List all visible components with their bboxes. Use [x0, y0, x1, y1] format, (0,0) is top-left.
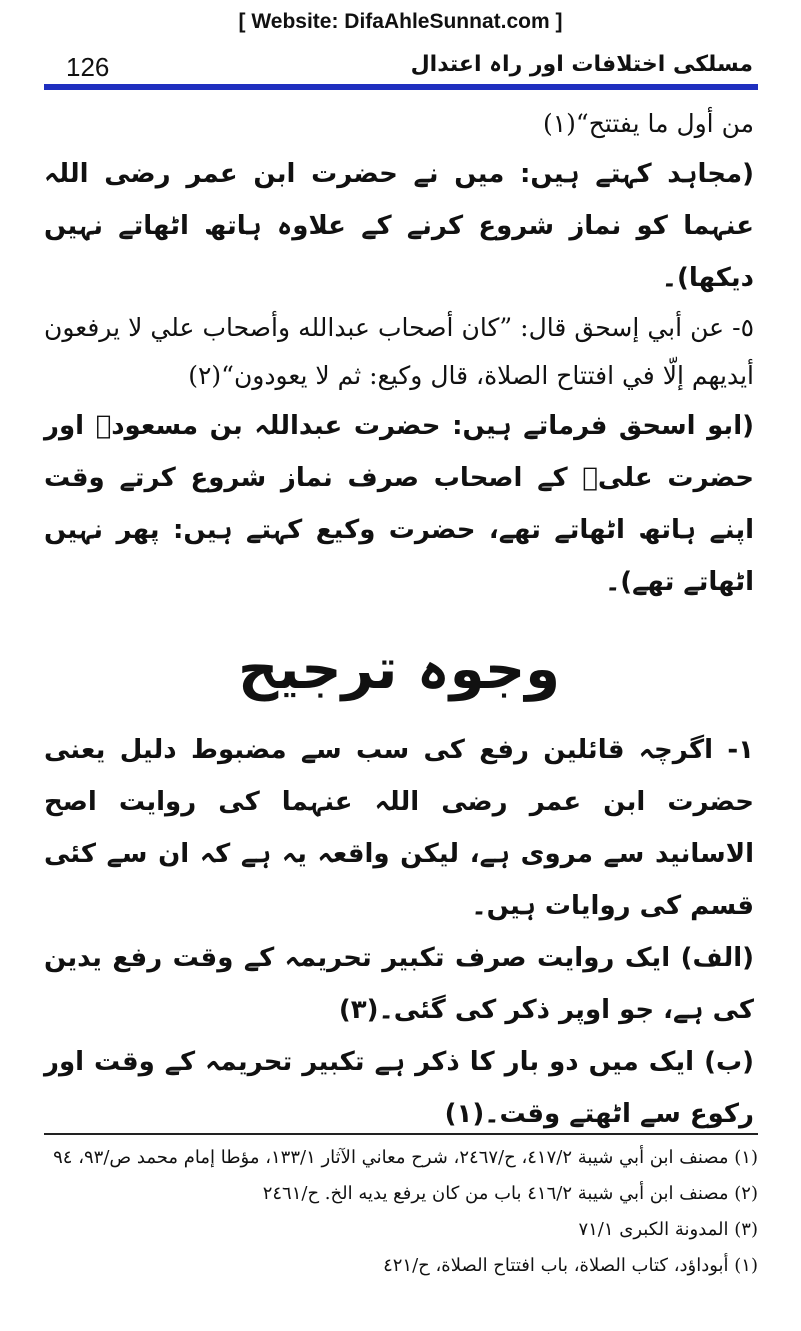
header-rule [44, 84, 758, 90]
footnotes [44, 1140, 758, 1284]
page-number: 126 [66, 52, 110, 82]
footnote: (١) أبوداؤد، كتاب الصلاة، باب افتتاح الصلاة، ح/٤٢١ [383, 1255, 758, 1276]
footnote: (٢) مصنف ابن أبي شيبة ٤١٦/٢ باب من كان يرفع يديه الخ. ح/٢٤٦١ [262, 1183, 758, 1204]
reason-1-paragraph: ١- اگرچہ قائلین رفع کی سب سے مضبوط دلیل یعنی حضرت ابن عمر رضی اللہ عنہما کی روایت اصح الاسانید سے مروی ہے، لیکن واقعہ یہ ہے کہ ان سے کئی قسم کی روایات ہیں۔ [44, 735, 754, 921]
arabic-narration-5: ٥- عن أبي إسحق قال: ”كان أصحاب عبدالله وأصحاب علي لا يرفعون أيديهم إلّا في افتتاح الصلاة، قال وكيع: ثم لا يعودون“(٢) [44, 313, 754, 390]
section-heading: وجوہ ترجیح [237, 637, 561, 702]
reason-1-alif: (الف) ایک روایت صرف تکبیر تحریمہ کے وقت رفع یدین کی ہے، جو اوپر ذکر کی گئی۔(٣) [44, 943, 754, 1025]
running-title: مسلکی اختلافات اور راہ اعتدال [410, 52, 753, 77]
footnote: (٣) المدونة الكبرى ٧١/١ [578, 1219, 758, 1240]
website-banner: [ Website: DifaAhleSunnat.com ] [238, 10, 563, 33]
page-body [44, 100, 754, 1140]
footnote: (١) مصنف ابن أبي شيبة ٤١٧/٢، ح/٢٤٦٧، شرح معاني الآثار ١٣٣/١، مؤطا إمام محمد ص/٩٣، ٩٤ [53, 1147, 758, 1168]
urdu-translation-2: (ابو اسحق فرماتے ہیں: حضرت عبداللہ بن مسعودؓ اور حضرت علیؓ کے اصحاب صرف نماز شروع کرتے وقت اپنے ہاتھ اٹھاتے تھے، حضرت وکیع کہتے ہیں: پھر نہیں اٹھاتے تھے)۔ [44, 411, 754, 597]
arabic-quote-continuation: من أول ما يفتتح“(١) [542, 109, 754, 138]
footnote-rule [44, 1133, 758, 1135]
urdu-translation-1: (مجاہد کہتے ہیں: میں نے حضرت ابن عمر رضی اللہ عنہما کو نماز شروع کرنے کے علاوہ ہاتھ اٹھاتے نہیں دیکھا)۔ [44, 159, 754, 293]
reason-1-be: (ب) ایک میں دو بار کا ذکر ہے تکبیر تحریمہ کے وقت اور رکوع سے اٹھتے وقت۔(١) [44, 1047, 754, 1129]
